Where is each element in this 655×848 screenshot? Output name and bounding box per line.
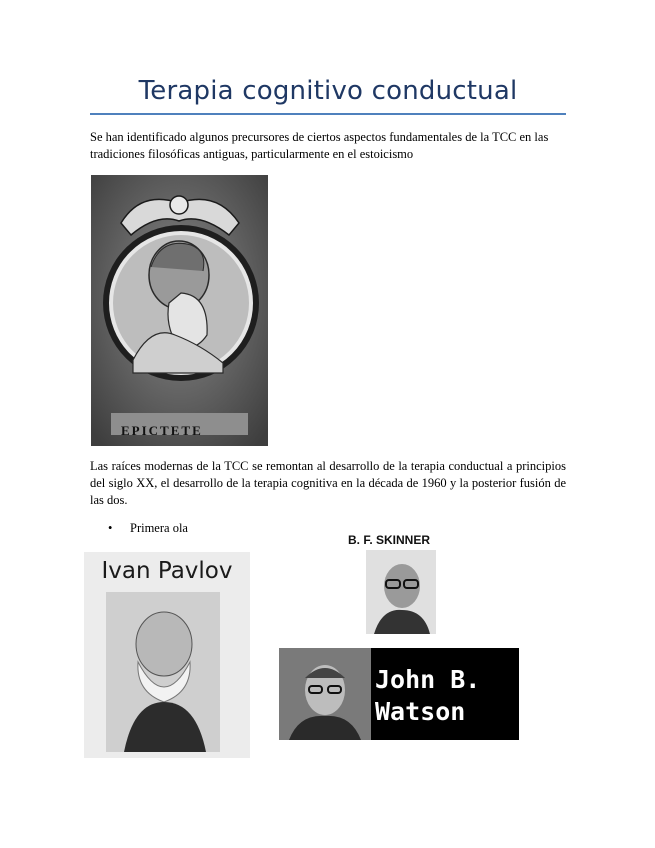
skinner-caption: B. F. SKINNER	[348, 533, 431, 547]
bullet-icon: •	[108, 521, 113, 535]
epictetus-caption: EPICTETE	[121, 423, 203, 438]
watson-portrait-image	[279, 648, 519, 740]
skinner-portrait-image	[366, 550, 436, 634]
pavlov-portrait-image	[84, 552, 250, 758]
pavlov-caption: Ivan Pavlov	[101, 558, 233, 584]
title-underline	[90, 113, 566, 115]
history-paragraph: Las raíces modernas de la TCC se remontan al desarrollo de la terapia conductual a principios del siglo XX, el desarrollo de la terapia cognitiva en la década de 1960 y la posterior fusión de las dos.	[90, 459, 566, 507]
watson-caption-line: Watson	[375, 697, 466, 726]
document-title: Terapia cognitivo conductual	[138, 76, 518, 106]
bullet-label: Primera ola	[130, 521, 188, 535]
intro-paragraph: Se han identificado algunos precursores de ciertos aspectos fundamentales de la TCC en las tradiciones filosóficas antiguas, particularmente en el estoicismo	[90, 130, 549, 161]
watson-caption-line: John B.	[375, 665, 481, 694]
list-item	[108, 521, 188, 536]
epictetus-portrait-image	[91, 175, 268, 446]
watson-caption	[375, 664, 515, 728]
